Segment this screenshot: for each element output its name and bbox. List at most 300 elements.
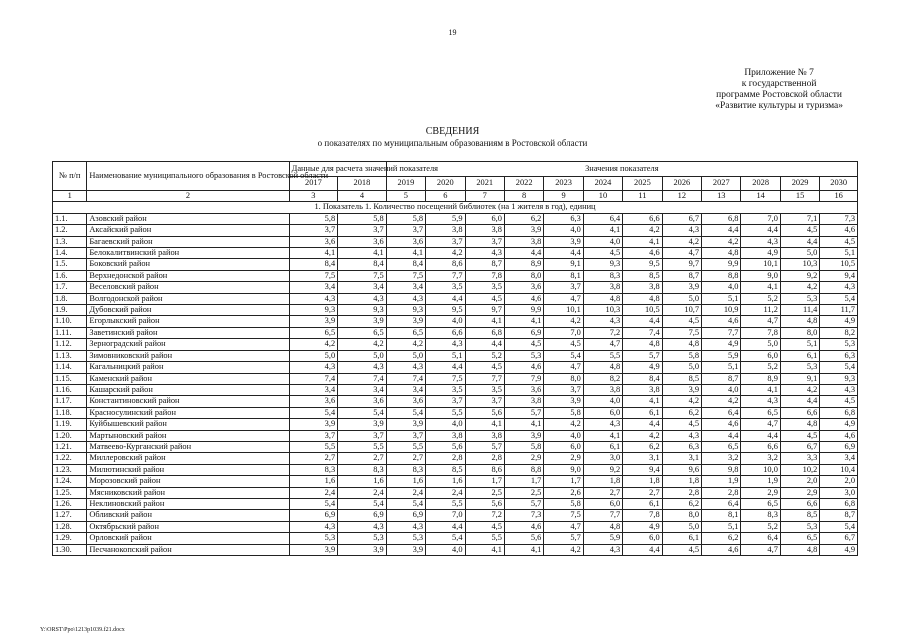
value-cell: 4,0 xyxy=(702,384,741,395)
value-cell: 4,5 xyxy=(544,339,583,350)
value-cell: 4,1 xyxy=(504,316,543,327)
value-cell: 5,8 xyxy=(544,407,583,418)
value-cell: 8,5 xyxy=(426,464,465,475)
file-path-footer: Y:\ORST\Ppo\1213p1039.f21.docx xyxy=(40,627,125,633)
value-cell: 5,4 xyxy=(338,407,387,418)
value-cell: 3,4 xyxy=(338,384,387,395)
value-cell: 5,8 xyxy=(338,213,387,224)
value-cell: 6,8 xyxy=(465,327,504,338)
value-cell: 5,9 xyxy=(426,213,465,224)
header-value-year: 2024 xyxy=(583,176,622,191)
value-cell: 7,8 xyxy=(741,327,780,338)
municipality-name: Константиновский район xyxy=(87,396,289,407)
value-cell: 5,4 xyxy=(386,407,425,418)
value-cell: 8,5 xyxy=(662,373,701,384)
value-cell: 6,6 xyxy=(780,407,819,418)
value-cell: 5,3 xyxy=(780,362,819,373)
value-cell: 2,5 xyxy=(465,487,504,498)
row-number: 1.6. xyxy=(53,270,87,281)
value-cell: 6,0 xyxy=(544,441,583,452)
value-cell: 2,7 xyxy=(583,487,622,498)
value-cell: 10,7 xyxy=(662,305,701,316)
value-cell: 3,2 xyxy=(702,453,741,464)
value-cell: 1,9 xyxy=(741,476,780,487)
value-cell: 8,2 xyxy=(583,373,622,384)
value-cell: 2,4 xyxy=(338,487,387,498)
value-cell: 3,7 xyxy=(386,225,425,236)
value-cell: 8,1 xyxy=(702,510,741,521)
municipality-name: Октябрьский район xyxy=(87,521,289,532)
value-cell: 3,8 xyxy=(426,430,465,441)
row-number: 1.20. xyxy=(53,430,87,441)
value-cell: 8,4 xyxy=(338,259,387,270)
value-cell: 4,2 xyxy=(780,384,819,395)
value-cell: 4,6 xyxy=(820,225,858,236)
value-cell: 9,7 xyxy=(465,305,504,316)
value-cell: 6,1 xyxy=(780,350,819,361)
value-cell: 5,6 xyxy=(504,533,543,544)
value-cell: 8,4 xyxy=(623,373,662,384)
appendix-line: Приложение № 7 xyxy=(744,68,814,78)
value-cell: 4,8 xyxy=(623,339,662,350)
value-cell: 10,1 xyxy=(544,305,583,316)
value-cell: 4,1 xyxy=(623,396,662,407)
value-cell: 9,6 xyxy=(662,464,701,475)
column-number: 11 xyxy=(623,191,662,202)
header-indicator-values: Значения показателя xyxy=(386,162,857,177)
value-cell: 8,6 xyxy=(426,259,465,270)
row-number: 1.14. xyxy=(53,362,87,373)
value-cell: 6,9 xyxy=(504,327,543,338)
value-cell: 7,7 xyxy=(426,270,465,281)
value-cell: 4,3 xyxy=(289,362,338,373)
table-row xyxy=(53,498,858,509)
value-cell: 5,6 xyxy=(465,407,504,418)
value-cell: 4,3 xyxy=(662,430,701,441)
value-cell: 3,8 xyxy=(583,384,622,395)
header-basis-year: 2017 xyxy=(289,176,338,191)
municipality-name: Азовский район xyxy=(87,213,289,224)
value-cell: 4,3 xyxy=(741,236,780,247)
value-cell: 5,6 xyxy=(465,498,504,509)
table-row xyxy=(53,293,858,304)
value-cell: 5,4 xyxy=(289,407,338,418)
value-cell: 4,3 xyxy=(338,521,387,532)
value-cell: 3,9 xyxy=(289,419,338,430)
value-cell: 10,9 xyxy=(702,305,741,316)
row-number: 1.24. xyxy=(53,476,87,487)
value-cell: 5,4 xyxy=(289,498,338,509)
title-subtitle: о показателях по муниципальным образованиям в Ростовской области xyxy=(317,138,588,148)
value-cell: 4,2 xyxy=(702,396,741,407)
value-cell: 1,6 xyxy=(338,476,387,487)
value-cell: 4,9 xyxy=(820,544,858,555)
value-cell: 3,8 xyxy=(623,384,662,395)
value-cell: 7,8 xyxy=(623,510,662,521)
value-cell: 8,7 xyxy=(465,259,504,270)
value-cell: 9,2 xyxy=(780,270,819,281)
value-cell: 2,8 xyxy=(702,487,741,498)
value-cell: 6,2 xyxy=(662,407,701,418)
value-cell: 4,2 xyxy=(289,339,338,350)
table-row xyxy=(53,464,858,475)
value-cell: 4,5 xyxy=(780,225,819,236)
column-number: 5 xyxy=(386,191,425,202)
value-cell: 4,5 xyxy=(465,293,504,304)
value-cell: 4,9 xyxy=(820,316,858,327)
header-value-year: 2023 xyxy=(544,176,583,191)
value-cell: 6,2 xyxy=(504,213,543,224)
row-number: 1.1. xyxy=(53,213,87,224)
column-number: 16 xyxy=(820,191,858,202)
value-cell: 3,5 xyxy=(465,384,504,395)
value-cell: 7,4 xyxy=(338,373,387,384)
row-number: 1.18. xyxy=(53,407,87,418)
value-cell: 2,4 xyxy=(386,487,425,498)
value-cell: 4,2 xyxy=(780,282,819,293)
value-cell: 3,9 xyxy=(338,316,387,327)
municipality-name: Красносулинский район xyxy=(87,407,289,418)
value-cell: 3,5 xyxy=(426,384,465,395)
table-row xyxy=(53,270,858,281)
value-cell: 9,5 xyxy=(623,259,662,270)
value-cell: 6,0 xyxy=(623,533,662,544)
value-cell: 3,9 xyxy=(504,430,543,441)
value-cell: 4,6 xyxy=(623,248,662,259)
value-cell: 4,0 xyxy=(426,544,465,555)
value-cell: 3,7 xyxy=(544,282,583,293)
value-cell: 4,7 xyxy=(662,248,701,259)
value-cell: 5,5 xyxy=(465,533,504,544)
value-cell: 1,9 xyxy=(702,476,741,487)
appendix-heading xyxy=(715,68,843,112)
column-number: 15 xyxy=(780,191,819,202)
value-cell: 4,2 xyxy=(544,419,583,430)
table-row xyxy=(53,384,858,395)
value-cell: 4,8 xyxy=(623,293,662,304)
header-basis-year: 2018 xyxy=(338,176,387,191)
value-cell: 3,9 xyxy=(544,236,583,247)
value-cell: 6,5 xyxy=(702,441,741,452)
value-cell: 3,8 xyxy=(504,236,543,247)
header-value-year: 2025 xyxy=(623,176,662,191)
value-cell: 2,4 xyxy=(426,487,465,498)
value-cell: 4,0 xyxy=(544,225,583,236)
value-cell: 5,8 xyxy=(504,441,543,452)
value-cell: 4,1 xyxy=(465,419,504,430)
appendix-line: «Развитие культуры и туризма» xyxy=(715,101,843,111)
value-cell: 3,1 xyxy=(662,453,701,464)
value-cell: 3,3 xyxy=(780,453,819,464)
row-number: 1.3. xyxy=(53,236,87,247)
value-cell: 3,9 xyxy=(662,282,701,293)
row-number: 1.13. xyxy=(53,350,87,361)
municipality-name: Егорлыкский район xyxy=(87,316,289,327)
value-cell: 5,8 xyxy=(662,350,701,361)
municipality-name: Матвеево-Курганский район xyxy=(87,441,289,452)
value-cell: 7,2 xyxy=(465,510,504,521)
value-cell: 4,3 xyxy=(583,419,622,430)
value-cell: 4,4 xyxy=(544,248,583,259)
value-cell: 4,9 xyxy=(820,419,858,430)
value-cell: 7,0 xyxy=(741,213,780,224)
row-number: 1.27. xyxy=(53,510,87,521)
value-cell: 1,8 xyxy=(583,476,622,487)
table-row xyxy=(53,327,858,338)
title-main: СВЕДЕНИЯ xyxy=(425,126,480,137)
value-cell: 6,5 xyxy=(386,327,425,338)
value-cell: 2,8 xyxy=(662,487,701,498)
appendix-line: программе Ростовской области xyxy=(716,90,843,100)
value-cell: 3,9 xyxy=(289,316,338,327)
value-cell: 6,7 xyxy=(780,441,819,452)
value-cell: 8,0 xyxy=(504,270,543,281)
value-cell: 4,0 xyxy=(583,396,622,407)
municipality-name: Морозовский район xyxy=(87,476,289,487)
value-cell: 4,0 xyxy=(426,316,465,327)
value-cell: 6,1 xyxy=(623,498,662,509)
value-cell: 4,3 xyxy=(820,384,858,395)
value-cell: 3,4 xyxy=(820,453,858,464)
value-cell: 5,8 xyxy=(386,213,425,224)
value-cell: 3,7 xyxy=(465,396,504,407)
value-cell: 9,4 xyxy=(820,270,858,281)
column-number: 13 xyxy=(702,191,741,202)
value-cell: 4,4 xyxy=(741,430,780,441)
value-cell: 4,5 xyxy=(780,430,819,441)
table-row xyxy=(53,419,858,430)
value-cell: 8,7 xyxy=(702,373,741,384)
value-cell: 6,5 xyxy=(780,533,819,544)
value-cell: 8,9 xyxy=(741,373,780,384)
municipality-name: Песчанокопский район xyxy=(87,544,289,555)
value-cell: 4,4 xyxy=(426,293,465,304)
value-cell: 5,3 xyxy=(820,339,858,350)
row-number: 1.12. xyxy=(53,339,87,350)
value-cell: 6,2 xyxy=(702,533,741,544)
value-cell: 9,1 xyxy=(544,259,583,270)
value-cell: 4,2 xyxy=(386,339,425,350)
column-number: 4 xyxy=(338,191,387,202)
value-cell: 3,4 xyxy=(289,282,338,293)
value-cell: 7,4 xyxy=(623,327,662,338)
value-cell: 8,5 xyxy=(623,270,662,281)
document-title xyxy=(0,126,905,149)
value-cell: 6,0 xyxy=(583,407,622,418)
value-cell: 4,3 xyxy=(583,544,622,555)
value-cell: 9,9 xyxy=(504,305,543,316)
value-cell: 6,0 xyxy=(583,498,622,509)
row-number: 1.9. xyxy=(53,305,87,316)
row-number: 1.16. xyxy=(53,384,87,395)
value-cell: 8,8 xyxy=(702,270,741,281)
value-cell: 7,5 xyxy=(338,270,387,281)
value-cell: 6,1 xyxy=(583,441,622,452)
value-cell: 7,7 xyxy=(465,373,504,384)
table-row xyxy=(53,521,858,532)
table-row xyxy=(53,407,858,418)
value-cell: 8,2 xyxy=(820,327,858,338)
value-cell: 4,0 xyxy=(702,282,741,293)
value-cell: 5,5 xyxy=(583,350,622,361)
value-cell: 4,3 xyxy=(289,293,338,304)
value-cell: 6,8 xyxy=(820,498,858,509)
municipality-name: Кашарский район xyxy=(87,384,289,395)
municipality-name: Зимовниковский район xyxy=(87,350,289,361)
value-cell: 4,5 xyxy=(465,362,504,373)
column-number: 6 xyxy=(426,191,465,202)
value-cell: 6,6 xyxy=(741,441,780,452)
value-cell: 7,7 xyxy=(583,510,622,521)
value-cell: 4,7 xyxy=(741,419,780,430)
value-cell: 4,3 xyxy=(386,293,425,304)
header-value-year: 2029 xyxy=(780,176,819,191)
value-cell: 4,6 xyxy=(702,419,741,430)
value-cell: 4,5 xyxy=(662,419,701,430)
value-cell: 5,3 xyxy=(504,350,543,361)
value-cell: 4,2 xyxy=(702,236,741,247)
value-cell: 5,0 xyxy=(289,350,338,361)
value-cell: 3,1 xyxy=(623,453,662,464)
value-cell: 3,7 xyxy=(544,384,583,395)
value-cell: 6,9 xyxy=(386,510,425,521)
value-cell: 4,6 xyxy=(702,316,741,327)
value-cell: 3,8 xyxy=(623,282,662,293)
value-cell: 4,9 xyxy=(702,339,741,350)
value-cell: 4,4 xyxy=(623,544,662,555)
value-cell: 4,0 xyxy=(583,236,622,247)
value-cell: 5,4 xyxy=(544,350,583,361)
value-cell: 4,3 xyxy=(820,282,858,293)
municipality-name: Зерноградский район xyxy=(87,339,289,350)
value-cell: 8,8 xyxy=(504,464,543,475)
value-cell: 3,9 xyxy=(386,316,425,327)
value-cell: 5,2 xyxy=(741,521,780,532)
value-cell: 6,4 xyxy=(741,533,780,544)
value-cell: 6,3 xyxy=(544,213,583,224)
value-cell: 4,3 xyxy=(338,293,387,304)
value-cell: 5,1 xyxy=(702,521,741,532)
value-cell: 4,3 xyxy=(289,521,338,532)
value-cell: 5,4 xyxy=(820,362,858,373)
column-number: 3 xyxy=(289,191,338,202)
value-cell: 4,4 xyxy=(623,419,662,430)
value-cell: 4,4 xyxy=(741,225,780,236)
value-cell: 6,2 xyxy=(662,498,701,509)
value-cell: 4,1 xyxy=(504,419,543,430)
value-cell: 5,7 xyxy=(504,498,543,509)
value-cell: 5,9 xyxy=(702,350,741,361)
value-cell: 2,9 xyxy=(741,487,780,498)
value-cell: 5,2 xyxy=(465,350,504,361)
value-cell: 1,6 xyxy=(289,476,338,487)
value-cell: 3,6 xyxy=(338,236,387,247)
value-cell: 1,7 xyxy=(465,476,504,487)
municipality-name: Белокалитвинский район xyxy=(87,248,289,259)
value-cell: 5,0 xyxy=(662,293,701,304)
value-cell: 8,4 xyxy=(386,259,425,270)
value-cell: 4,6 xyxy=(504,362,543,373)
page-number: 19 xyxy=(448,28,457,37)
value-cell: 3,8 xyxy=(465,225,504,236)
value-cell: 6,6 xyxy=(426,327,465,338)
column-number: 14 xyxy=(741,191,780,202)
table-row xyxy=(53,213,858,224)
value-cell: 6,7 xyxy=(820,533,858,544)
value-cell: 5,5 xyxy=(386,441,425,452)
value-cell: 1,6 xyxy=(426,476,465,487)
value-cell: 2,8 xyxy=(426,453,465,464)
value-cell: 6,4 xyxy=(702,498,741,509)
value-cell: 10,4 xyxy=(820,464,858,475)
table-body xyxy=(53,191,858,556)
value-cell: 4,3 xyxy=(465,248,504,259)
value-cell: 6,6 xyxy=(780,498,819,509)
value-cell: 1,8 xyxy=(662,476,701,487)
value-cell: 8,7 xyxy=(820,510,858,521)
value-cell: 6,5 xyxy=(338,327,387,338)
value-cell: 6,3 xyxy=(820,350,858,361)
value-cell: 3,4 xyxy=(386,384,425,395)
value-cell: 6,3 xyxy=(662,441,701,452)
row-number: 1.5. xyxy=(53,259,87,270)
table-row xyxy=(53,236,858,247)
value-cell: 9,7 xyxy=(662,259,701,270)
value-cell: 4,6 xyxy=(702,544,741,555)
value-cell: 5,5 xyxy=(426,407,465,418)
value-cell: 4,3 xyxy=(426,339,465,350)
value-cell: 5,0 xyxy=(338,350,387,361)
value-cell: 5,4 xyxy=(338,498,387,509)
value-cell: 4,1 xyxy=(623,236,662,247)
value-cell: 6,2 xyxy=(623,441,662,452)
value-cell: 4,6 xyxy=(504,521,543,532)
value-cell: 8,3 xyxy=(583,270,622,281)
value-cell: 4,8 xyxy=(780,544,819,555)
value-cell: 5,5 xyxy=(338,441,387,452)
value-cell: 3,7 xyxy=(465,236,504,247)
value-cell: 7,5 xyxy=(289,270,338,281)
value-cell: 3,9 xyxy=(544,396,583,407)
row-number: 1.2. xyxy=(53,225,87,236)
municipality-name: Мясниковский район xyxy=(87,487,289,498)
value-cell: 6,0 xyxy=(465,213,504,224)
value-cell: 4,7 xyxy=(544,362,583,373)
value-cell: 4,6 xyxy=(504,293,543,304)
value-cell: 9,1 xyxy=(780,373,819,384)
value-cell: 1,6 xyxy=(386,476,425,487)
value-cell: 3,7 xyxy=(426,236,465,247)
value-cell: 2,4 xyxy=(289,487,338,498)
value-cell: 4,4 xyxy=(780,396,819,407)
row-number: 1.17. xyxy=(53,396,87,407)
value-cell: 3,4 xyxy=(338,282,387,293)
value-cell: 5,3 xyxy=(338,533,387,544)
value-cell: 1,7 xyxy=(504,476,543,487)
municipality-name: Веселовский район xyxy=(87,282,289,293)
value-cell: 9,3 xyxy=(583,259,622,270)
row-number: 1.29. xyxy=(53,533,87,544)
value-cell: 9,0 xyxy=(544,464,583,475)
municipality-name: Мартыновский район xyxy=(87,430,289,441)
value-cell: 3,0 xyxy=(583,453,622,464)
value-cell: 6,7 xyxy=(662,213,701,224)
value-cell: 2,0 xyxy=(780,476,819,487)
value-cell: 4,1 xyxy=(741,282,780,293)
value-cell: 3,0 xyxy=(820,487,858,498)
value-cell: 5,3 xyxy=(386,533,425,544)
value-cell: 5,0 xyxy=(386,350,425,361)
